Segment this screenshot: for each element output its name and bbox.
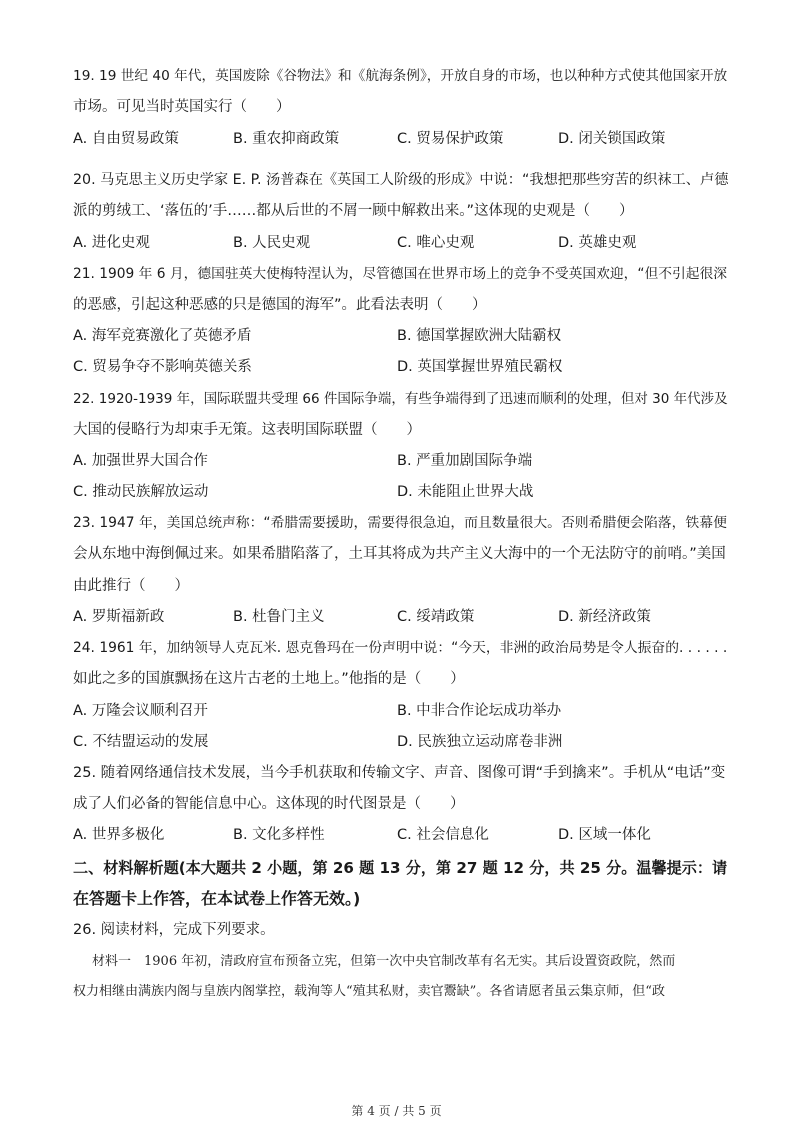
question-25-option-a: A. 世界多极化 <box>73 827 165 843</box>
question-22-line-2: 大国的侵略行为却束手无策。这表明国际联盟（ ） <box>73 422 421 438</box>
question-24-line-2: 如此之多的国旗飘扬在这片古老的土地上。”他指的是（ ） <box>73 671 465 687</box>
question-20-option-b: B. 人民史观 <box>233 235 311 251</box>
question-25-option-b: B. 文化多样性 <box>233 827 325 843</box>
question-19-option-d: D. 闭关锁国政策 <box>558 131 666 147</box>
question-20-line-2: 派的剪绒工、‘落伍的’手……都从后世的不屑一顾中解救出来。”这体现的史观是（ ） <box>73 203 634 219</box>
question-23-option-b: B. 杜鲁门主义 <box>233 609 325 625</box>
material-1-line-1: 材料一 1906 年初，清政府宣布预备立宪，但第一次中央官制改革有名无实。其后设置资政院，然而 <box>92 954 676 969</box>
question-20-option-d: D. 英雄史观 <box>558 235 637 251</box>
question-21-line-1: 21. 1909 年 6 月，德国驻英大使梅特涅认为，尽管德国在世界市场上的竞争不受英国欢迎，“但不引起很深 <box>73 266 727 282</box>
question-19-option-b: B. 重农抑商政策 <box>233 131 340 147</box>
question-23-line-3: 由此推行（ ） <box>73 578 189 594</box>
question-23-option-a: A. 罗斯福新政 <box>73 609 165 625</box>
question-24-option-a: A. 万隆会议顺利召开 <box>73 703 208 719</box>
question-20-option-c: C. 唯心史观 <box>397 235 475 251</box>
question-22-option-c: C. 推动民族解放运动 <box>73 484 209 500</box>
question-23-line-2: 会从东地中海倒佩过来。如果希腊陷落了，土耳其将成为共产主义大海中的一个无法防守的前哨。”美国 <box>73 546 726 562</box>
section-heading-line-1: 二、材料解析题(本大题共 2 小题，第 26 题 13 分，第 27 题 12 分，共 25 分。温馨提示：请 <box>73 859 728 877</box>
question-19-line-2: 市场。可见当时英国实行（ ） <box>73 99 291 115</box>
question-21-option-c: C. 贸易争夺不影响英德关系 <box>73 359 252 375</box>
question-24-option-c: C. 不结盟运动的发展 <box>73 734 209 750</box>
question-22-option-d: D. 未能阻止世界大战 <box>397 484 534 500</box>
question-21-line-2: 的恶感，引起这种恶感的只是德国的海军”。此看法表明（ ） <box>73 297 487 313</box>
material-1-line-2: 权力相继由满族内阁与皇族内阁掌控，载洵等人“殖其私财，卖官鬻缺”。各省请愿者虽云集京师，但“政 <box>73 984 665 999</box>
question-19-option-c: C. 贸易保护政策 <box>397 131 504 147</box>
question-24-option-b: B. 中非合作论坛成功举办 <box>397 703 562 719</box>
question-24-option-d: D. 民族独立运动席卷非洲 <box>397 734 563 750</box>
question-23-line-1: 23. 1947 年，美国总统声称：“希腊需要援助，需要得很急迫，而且数量很大。否则希腊便会陷落，铁幕便 <box>73 515 727 531</box>
question-19-option-a: A. 自由贸易政策 <box>73 131 179 147</box>
page-number: 第 4 页 / 共 5 页 <box>351 1104 442 1118</box>
question-21-option-d: D. 英国掌握世界殖民霸权 <box>397 359 563 375</box>
question-22-option-b: B. 严重加剧国际争端 <box>397 453 533 469</box>
question-25-line-1: 25. 随着网络通信技术发展，当今手机获取和传输文字、声音、图像可谓“手到擒来”。手机从“电话”变 <box>73 765 726 781</box>
question-23-option-c: C. 绥靖政策 <box>397 609 475 625</box>
question-21-option-b: B. 德国掌握欧洲大陆霸权 <box>397 328 562 344</box>
question-25-option-c: C. 社会信息化 <box>397 827 489 843</box>
question-24-line-1: 24. 1961 年，加纳领导人克瓦米. 恩克鲁玛在一份声明中说：“今天，非洲的政治局势是令人振奋的. . . . . . <box>73 640 728 656</box>
question-22-line-1: 22. 1920-1939 年，国际联盟共受理 66 件国际争端，有些争端得到了迅速而顺利的处理，但对 30 年代涉及 <box>73 391 728 407</box>
question-22-option-a: A. 加强世界大国合作 <box>73 453 208 469</box>
section-heading-line-2: 在答题卡上作答，在本试卷上作答无效。) <box>73 889 361 908</box>
question-23-option-d: D. 新经济政策 <box>558 609 651 625</box>
question-25-line-2: 成了人们必备的智能信息中心。这体现的时代图景是（ ） <box>73 796 465 812</box>
question-20-line-1: 20. 马克思主义历史学家 E. P. 汤普森在《英国工人阶级的形成》中说：“我想把那些穷苦的织袜工、卢德 <box>73 172 729 188</box>
question-19-line-1: 19. 19 世纪 40 年代，英国废除《谷物法》和《航海条例》，开放自身的市场，也以种种方式使其他国家开放 <box>73 68 728 84</box>
question-20-option-a: A. 进化史观 <box>73 235 150 251</box>
question-21-option-a: A. 海军竞赛激化了英德矛盾 <box>73 328 252 344</box>
question-26-title: 26. 阅读材料，完成下列要求。 <box>73 922 275 938</box>
question-25-option-d: D. 区域一体化 <box>558 827 651 843</box>
